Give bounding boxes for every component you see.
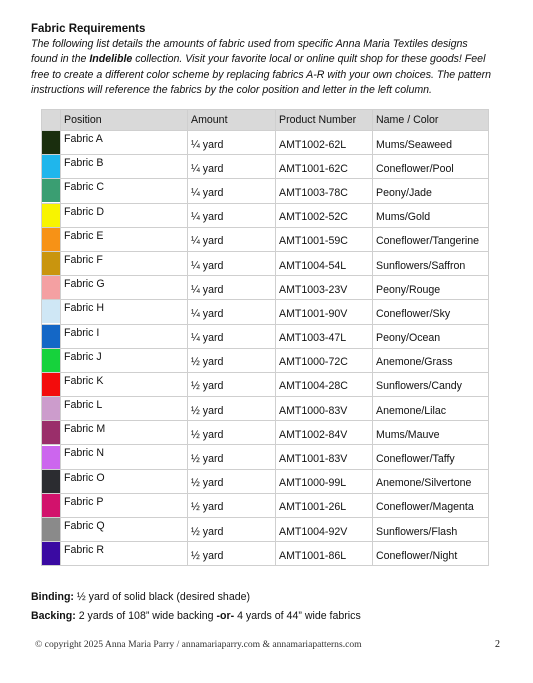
color-swatch-cell — [42, 300, 61, 324]
amount-cell: ¼ yard — [188, 131, 276, 155]
amount-cell: ½ yard — [188, 445, 276, 469]
position-cell: Fabric B — [61, 155, 188, 179]
amount-cell: ¼ yard — [188, 300, 276, 324]
intro-line-3: free to create a different color scheme by replacing fabrics A-R with your own choices. The pattern — [31, 68, 492, 81]
name-color-cell: Anemone/Grass — [373, 348, 489, 372]
table-row — [42, 131, 489, 155]
product-number-cell: AMT1001-62C — [276, 155, 373, 179]
color-swatch — [42, 276, 60, 299]
product-number-cell: AMT1003-47L — [276, 324, 373, 348]
amount-cell: ½ yard — [188, 348, 276, 372]
position-cell: Fabric K — [61, 372, 188, 396]
amount-cell: ½ yard — [188, 421, 276, 445]
backing-label: Backing: — [31, 610, 76, 622]
name-color-cell: Mums/Seaweed — [373, 131, 489, 155]
intro-line-4: instructions will reference the fabrics by the color position and letter in the left column. — [31, 83, 432, 96]
product-number-cell: AMT1003-23V — [276, 276, 373, 300]
table-row — [42, 518, 489, 542]
position-cell: Fabric I — [61, 324, 188, 348]
header-amount: Amount — [188, 110, 276, 131]
color-swatch-cell — [42, 227, 61, 251]
color-swatch — [42, 421, 60, 444]
name-color-cell: Sunflowers/Flash — [373, 518, 489, 542]
amount-cell: ½ yard — [188, 469, 276, 493]
backing-note — [31, 607, 361, 626]
color-swatch — [42, 131, 60, 154]
binding-note — [31, 588, 361, 607]
color-swatch — [42, 300, 60, 323]
color-swatch — [42, 252, 60, 275]
position-cell: Fabric M — [61, 421, 188, 445]
position-cell: Fabric Q — [61, 518, 188, 542]
product-number-cell: AMT1000-72C — [276, 348, 373, 372]
table-row — [42, 493, 489, 517]
name-color-cell: Peony/Jade — [373, 179, 489, 203]
table-row — [42, 542, 489, 566]
copyright-text: © copyright 2025 Anna Maria Parry / annamariaparry.com & annamariapatterns.com — [35, 639, 362, 650]
color-swatch — [42, 349, 60, 372]
amount-cell: ¼ yard — [188, 251, 276, 275]
product-number-cell: AMT1004-92V — [276, 518, 373, 542]
table-row — [42, 155, 489, 179]
product-number-cell: AMT1002-62L — [276, 131, 373, 155]
intro-paragraph — [31, 37, 506, 98]
product-number-cell: AMT1004-54L — [276, 251, 373, 275]
color-swatch-cell — [42, 203, 61, 227]
collection-name: Indelible — [89, 53, 133, 66]
product-number-cell: AMT1004-28C — [276, 372, 373, 396]
backing-text-1: 2 yards of 108” wide backing — [75, 610, 217, 622]
name-color-cell: Sunflowers/Saffron — [373, 251, 489, 275]
product-number-cell: AMT1002-84V — [276, 421, 373, 445]
amount-cell: ½ yard — [188, 397, 276, 421]
name-color-cell: Anemone/Silvertone — [373, 469, 489, 493]
amount-cell: ½ yard — [188, 518, 276, 542]
product-number-cell: AMT1001-86L — [276, 542, 373, 566]
name-color-cell: Mums/Mauve — [373, 421, 489, 445]
intro-section — [31, 22, 506, 98]
position-cell: Fabric D — [61, 203, 188, 227]
name-color-cell: Coneflower/Night — [373, 542, 489, 566]
color-swatch-cell — [42, 251, 61, 275]
product-number-cell: AMT1000-99L — [276, 469, 373, 493]
table-row — [42, 469, 489, 493]
color-swatch-cell — [42, 469, 61, 493]
position-cell: Fabric L — [61, 397, 188, 421]
position-cell: Fabric E — [61, 227, 188, 251]
intro-line-2 — [31, 52, 506, 67]
intro-line-2-pre: found in the — [31, 53, 90, 66]
product-number-cell: AMT1002-52C — [276, 203, 373, 227]
color-swatch-cell — [42, 421, 61, 445]
name-color-cell: Peony/Rouge — [373, 276, 489, 300]
product-number-cell: AMT1001-26L — [276, 493, 373, 517]
table-row — [42, 421, 489, 445]
amount-cell: ¼ yard — [188, 324, 276, 348]
product-number-cell: AMT1001-59C — [276, 227, 373, 251]
color-swatch — [42, 397, 60, 420]
color-swatch-cell — [42, 372, 61, 396]
intro-line-2-post: collection. Visit your favorite local or online quilt shop for these goods! Feel — [132, 53, 486, 66]
table-row — [42, 251, 489, 275]
page-number: 2 — [495, 639, 500, 650]
name-color-cell: Anemone/Lilac — [373, 397, 489, 421]
name-color-cell: Coneflower/Magenta — [373, 493, 489, 517]
position-cell: Fabric G — [61, 276, 188, 300]
color-swatch — [42, 179, 60, 202]
table-row — [42, 445, 489, 469]
backing-or: -or- — [216, 610, 235, 622]
name-color-cell: Sunflowers/Candy — [373, 372, 489, 396]
table-row — [42, 372, 489, 396]
table-row — [42, 324, 489, 348]
color-swatch-cell — [42, 131, 61, 155]
amount-cell: ¼ yard — [188, 179, 276, 203]
position-cell: Fabric N — [61, 445, 188, 469]
color-swatch-cell — [42, 397, 61, 421]
color-swatch — [42, 373, 60, 396]
color-swatch-cell — [42, 276, 61, 300]
table-row — [42, 300, 489, 324]
name-color-cell: Peony/Ocean — [373, 324, 489, 348]
color-swatch — [42, 204, 60, 227]
table-row — [42, 227, 489, 251]
position-cell: Fabric P — [61, 493, 188, 517]
table-row — [42, 179, 489, 203]
amount-cell: ¼ yard — [188, 155, 276, 179]
color-swatch-cell — [42, 518, 61, 542]
color-swatch-cell — [42, 348, 61, 372]
position-cell: Fabric H — [61, 300, 188, 324]
table-row — [42, 203, 489, 227]
position-cell: Fabric F — [61, 251, 188, 275]
color-swatch-cell — [42, 493, 61, 517]
header-position: Position — [61, 110, 188, 131]
color-swatch — [42, 325, 60, 348]
color-swatch-cell — [42, 155, 61, 179]
color-swatch — [42, 542, 60, 565]
position-cell: Fabric J — [61, 348, 188, 372]
product-number-cell: AMT1003-78C — [276, 179, 373, 203]
product-number-cell: AMT1000-83V — [276, 397, 373, 421]
color-swatch — [42, 518, 60, 541]
header-name-color: Name / Color — [373, 110, 489, 131]
table-row — [42, 348, 489, 372]
name-color-cell: Coneflower/Pool — [373, 155, 489, 179]
position-cell: Fabric R — [61, 542, 188, 566]
name-color-cell: Coneflower/Tangerine — [373, 227, 489, 251]
color-swatch — [42, 494, 60, 517]
table-row — [42, 397, 489, 421]
binding-label: Binding: — [31, 591, 74, 603]
header-product-number: Product Number — [276, 110, 373, 131]
table-header-row — [42, 110, 489, 131]
amount-cell: ¼ yard — [188, 203, 276, 227]
page-footer — [35, 639, 500, 650]
name-color-cell: Coneflower/Sky — [373, 300, 489, 324]
color-swatch-cell — [42, 179, 61, 203]
backing-text-2: 4 yards of 44” wide fabrics — [234, 610, 361, 622]
position-cell: Fabric C — [61, 179, 188, 203]
position-cell: Fabric A — [61, 131, 188, 155]
color-swatch-cell — [42, 445, 61, 469]
amount-cell: ½ yard — [188, 542, 276, 566]
color-swatch — [42, 446, 60, 469]
position-cell: Fabric O — [61, 469, 188, 493]
amount-cell: ¼ yard — [188, 276, 276, 300]
name-color-cell: Coneflower/Taffy — [373, 445, 489, 469]
product-number-cell: AMT1001-90V — [276, 300, 373, 324]
amount-cell: ¼ yard — [188, 227, 276, 251]
intro-line-1: The following list details the amounts of fabric used from specific Anna Maria Textiles designs — [31, 38, 468, 50]
color-swatch-cell — [42, 542, 61, 566]
table-row — [42, 276, 489, 300]
color-swatch-cell — [42, 324, 61, 348]
color-swatch — [42, 155, 60, 178]
section-title: Fabric Requirements — [31, 23, 146, 35]
amount-cell: ½ yard — [188, 493, 276, 517]
color-swatch — [42, 228, 60, 251]
swatch-header — [42, 110, 61, 131]
color-swatch — [42, 470, 60, 493]
notes-section — [31, 588, 361, 626]
binding-text: ½ yard of solid black (desired shade) — [73, 591, 251, 603]
fabric-table — [41, 109, 489, 566]
name-color-cell: Mums/Gold — [373, 203, 489, 227]
amount-cell: ½ yard — [188, 372, 276, 396]
product-number-cell: AMT1001-83V — [276, 445, 373, 469]
